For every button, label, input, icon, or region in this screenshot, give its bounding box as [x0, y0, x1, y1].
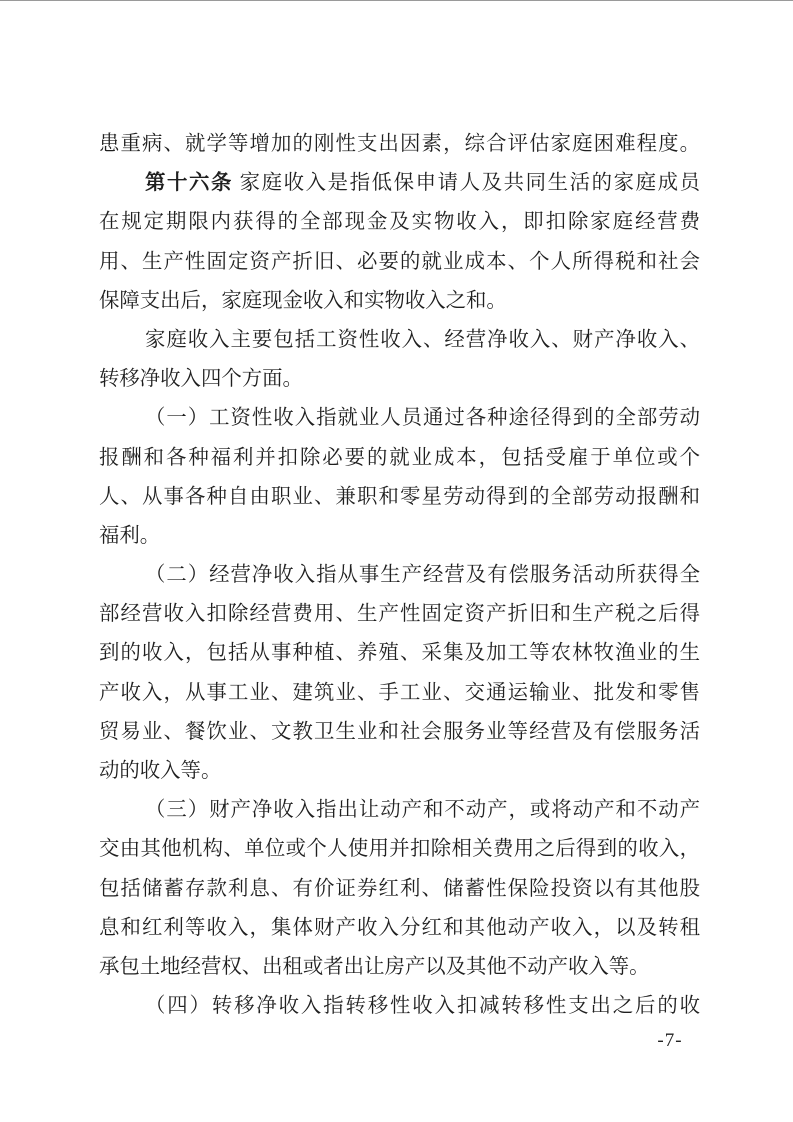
text-line: 转移净收入四个方面。	[99, 368, 303, 391]
text-line: 到的收入，包括从事种植、养殖、采集及加工等农林牧渔业的生	[99, 642, 700, 665]
text-line: 家庭收入主要包括工资性收入、经营净收入、财产净收入、	[145, 328, 700, 351]
text-line: 用、生产性固定资产折旧、必要的就业成本、个人所得税和社会	[99, 250, 700, 273]
text-line: （三）财产净收入指出让动产和不动产，或将动产和不动产	[145, 799, 700, 822]
page-number: -7-	[657, 1030, 683, 1051]
text-line: （二）经营净收入指从事生产经营及有偿服务活动所获得全	[145, 564, 700, 587]
text-line: 患重病、就学等增加的刚性支出因素，综合评估家庭困难程度。	[99, 133, 700, 155]
text-line: （一）工资性收入指就业人员通过各种途径得到的全部劳动	[145, 407, 700, 430]
text-line: 动的收入等。	[99, 760, 222, 782]
text-line: 保障支出后，家庭现金收入和实物收入之和。	[99, 289, 507, 312]
text-line: （四）转移净收入指转移性收入扣减转移性支出之后的收	[145, 995, 700, 1018]
text-line: 交由其他机构、单位或个人使用并扣除相关费用之后得到的收入，	[99, 838, 700, 861]
text-line	[99, 164, 700, 203]
text-line: 部经营收入扣除经营费用、生产性固定资产折旧和生产税之后得	[99, 603, 700, 626]
document-body	[99, 125, 700, 1026]
text-line: 承包土地经营权、出租或者出让房产以及其他不动产收入等。	[99, 955, 650, 978]
text-line: 人、从事各种自由职业、兼职和零星劳动得到的全部劳动报酬和	[99, 485, 700, 508]
text-line: 包括储蓄存款利息、有价证券红利、储蓄性保险投资以有其他股	[99, 877, 700, 900]
scan-edge-line	[0, 0, 793, 1]
text-line: 在规定期限内获得的全部现金及实物收入，即扣除家庭经营费	[99, 211, 700, 234]
article-number: 第十六条	[145, 172, 233, 195]
text-line: 贸易业、餐饮业、文教卫生业和社会服务业等经营及有偿服务活	[99, 720, 700, 743]
text-line: 产收入，从事工业、建筑业、手工业、交通运输业、批发和零售	[99, 681, 700, 704]
text-run: 家庭收入是指低保申请人及共同生活的家庭成员	[232, 172, 700, 195]
text-line: 报酬和各种福利并扣除必要的就业成本，包括受雇于单位或个	[99, 446, 700, 469]
text-line: 息和红利等收入，集体财产收入分红和其他动产收入，以及转租	[99, 916, 700, 939]
text-line: 福利。	[99, 524, 161, 547]
